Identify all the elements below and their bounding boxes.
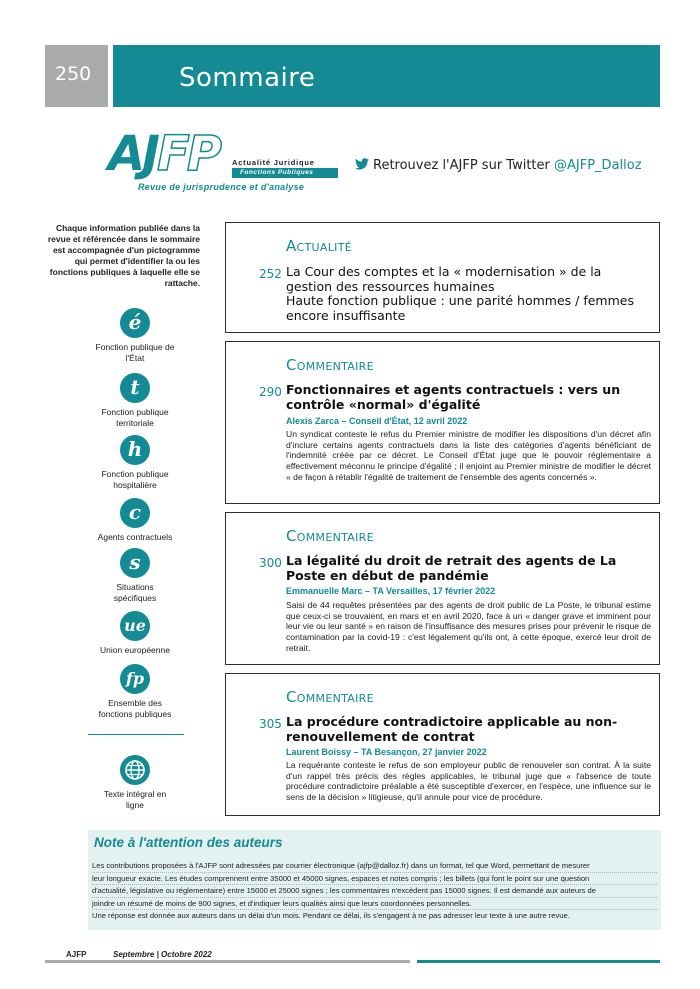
footer-rule-right bbox=[417, 960, 660, 963]
author-note bbox=[88, 830, 661, 930]
article-author: Laurent Boissy – TA Besançon, 27 janvier 2022 bbox=[286, 747, 487, 757]
article-title[interactable]: Fonctionnaires et agents contractuels : vers un contrôle «normal» d'égalité bbox=[286, 382, 621, 412]
logo-subtitle-2: Fonctions Publiques bbox=[232, 168, 338, 178]
note-body bbox=[92, 860, 657, 922]
ue-icon: ue bbox=[120, 611, 150, 641]
section-heading: Commentaire bbox=[286, 527, 374, 545]
logo-subtitle-1: Actualité Juridique bbox=[232, 158, 315, 167]
contractuels-icon: c bbox=[120, 498, 150, 528]
note-line: joindre un résumé de moins de 900 signes, et d'indiquer leurs qualités ainsi que leurs coordonnées personnelles. bbox=[92, 898, 657, 911]
section-heading: Commentaire bbox=[286, 356, 374, 374]
legend-hospitaliere bbox=[60, 435, 210, 490]
legend-etat bbox=[60, 308, 210, 363]
ensemble-icon: fp bbox=[120, 664, 150, 694]
article-page-number: 300 bbox=[259, 556, 282, 570]
legend-ue bbox=[60, 611, 210, 656]
logo-tagline: Revue de jurisprudence et d'analyse bbox=[138, 182, 305, 192]
section-commentaire-305 bbox=[225, 673, 660, 816]
section-commentaire-300 bbox=[225, 512, 660, 665]
article-summary: Saisi de 44 requêtes présentées par des agents de droit public de La Poste, le tribunal estime que ceux-ci se trouvaient, en mars et en avril 2020, face à un « danger grave et imminent pour leur vie ou leur santé » en raison de l'insuffisance des mesures prises pour prévenir le risque de contamination par la covid-19 : c'est légalement qu'ils ont, à cette époque, exercé leur droit de retrait. bbox=[286, 600, 651, 653]
legend-label: Union européenne bbox=[100, 645, 170, 655]
legend-texte-integral bbox=[60, 755, 210, 810]
footer-journal: AJFP bbox=[66, 950, 87, 959]
specifiques-icon: s bbox=[120, 548, 150, 578]
note-line: leur longueur exacte. Les études comprennent entre 35000 et 45000 signes, espaces et notes compris ; les billets (qui font le point sur une question bbox=[92, 873, 657, 886]
legend-label: Fonction publique de l'État bbox=[95, 342, 175, 363]
legend-label: Fonction publique hospitalière bbox=[101, 469, 169, 490]
legend-label: Ensemble des fonctions publiques bbox=[98, 698, 172, 719]
etat-icon: é bbox=[120, 308, 150, 338]
legend-divider bbox=[88, 734, 184, 735]
globe-icon bbox=[120, 755, 150, 785]
twitter-bird-icon bbox=[355, 158, 369, 170]
title-bar bbox=[113, 45, 660, 107]
article-author: Emmanuelle Marc – TA Versailles, 17 février 2022 bbox=[286, 586, 496, 596]
section-heading: Commentaire bbox=[286, 688, 374, 706]
article-title[interactable]: La procédure contradictoire applicable au non-renouvellement de contrat bbox=[286, 714, 618, 744]
twitter-text: Retrouvez l'AJFP sur Twitter bbox=[373, 158, 550, 173]
legend-territoriale bbox=[60, 373, 210, 428]
section-commentaire-290 bbox=[225, 341, 660, 504]
logo-wordmark: AJFP bbox=[108, 126, 219, 182]
section-actualite bbox=[225, 222, 660, 333]
hospitaliere-icon: h bbox=[120, 435, 150, 465]
twitter-handle[interactable]: @AJFP_Dalloz bbox=[554, 158, 642, 173]
article-summary: La requérante conteste le refus de son employeur public de renouveler son contrat. À la suite d'un rappel très précis des règles applicables, le tribunal juge que « l'absence de toute procédure contradictoire préalable a été susceptible d'exercer, en l'espèce, une influence sur le sens de la décision » litigieuse, qu'il annule pour vice de procédure. bbox=[286, 760, 651, 803]
article-author: Alexis Zarca – Conseil d'État, 12 avril 2022 bbox=[286, 416, 468, 426]
footer-issue: Septembre | Octobre 2022 bbox=[113, 950, 212, 959]
pictogram-intro: Chaque information publiée dans la revue et référencée dans le sommaire est accompagnée d'un pictogramme qui permet d'identifier la ou les fonctions publiques à laquelle elle se rattache. bbox=[47, 223, 200, 288]
page-number: 250 bbox=[55, 63, 92, 85]
article-page-number: 305 bbox=[259, 717, 282, 731]
territoriale-icon: t bbox=[120, 373, 150, 403]
legend-label: Agents contractuels bbox=[97, 532, 173, 542]
section-heading: Actualité bbox=[286, 237, 352, 255]
page-title: Sommaire bbox=[179, 63, 316, 93]
legend-label: Fonction publique territoriale bbox=[101, 407, 169, 428]
article-page-number: 290 bbox=[259, 385, 282, 399]
article-summary: Un syndicat conteste le refus du Premier ministre de modifier les dispositions d'un décret afin d'inclure certains agents contractuels dans la liste des catégories d'agents bénéficiant de l'indemnité créée par ce décret. Le Conseil d'État juge que le pouvoir réglementaire a effectivement méconnu le principe d'égalité ; il enjoint au Premier ministre de modifier le décret « de façon à rétablir l'égalité de traitement de l'ensemble des agents concernés ». bbox=[286, 429, 651, 482]
note-line: d'actualité, législative ou réglementaire) entre 15000 et 25000 signes ; les commentaires n'excèdent pas 15000 signes. Il est demandé aux auteurs de bbox=[92, 885, 657, 898]
twitter-callout bbox=[355, 158, 642, 173]
article-page-number: 252 bbox=[259, 267, 282, 281]
article-title-parite[interactable]: Haute fonction publique : une parité hommes / femmes encore insuffisante bbox=[286, 293, 634, 323]
legend-contractuels bbox=[60, 498, 210, 543]
article-title[interactable]: La légalité du droit de retrait des agents de La Poste en début de pandémie bbox=[286, 553, 617, 583]
article-title-cour-des-comptes[interactable]: La Cour des comptes et la « modernisation » de la gestion des ressources humaines bbox=[286, 264, 602, 294]
legend-label: Texte intégral en ligne bbox=[103, 789, 167, 810]
note-line: Les contributions proposées à l'AJFP sont adressées par courrier électronique (ajfp@dalloz.fr) dans un format, tel que Word, permettant de mesurer bbox=[92, 860, 657, 873]
footer-rule-left bbox=[45, 960, 410, 963]
legend-ensemble bbox=[60, 664, 210, 719]
page-number-box bbox=[45, 45, 108, 107]
legend-specifiques bbox=[60, 548, 210, 603]
note-title: Note à l'attention des auteurs bbox=[94, 835, 283, 850]
ajfp-logo bbox=[108, 128, 348, 198]
note-line: Une réponse est donnée aux auteurs dans un délai d'un mois. Pendant ce délai, ils s'engagent à ne pas adresser leur texte à une autre revue. bbox=[92, 911, 570, 920]
legend-label: Situations spécifiques bbox=[113, 582, 157, 603]
